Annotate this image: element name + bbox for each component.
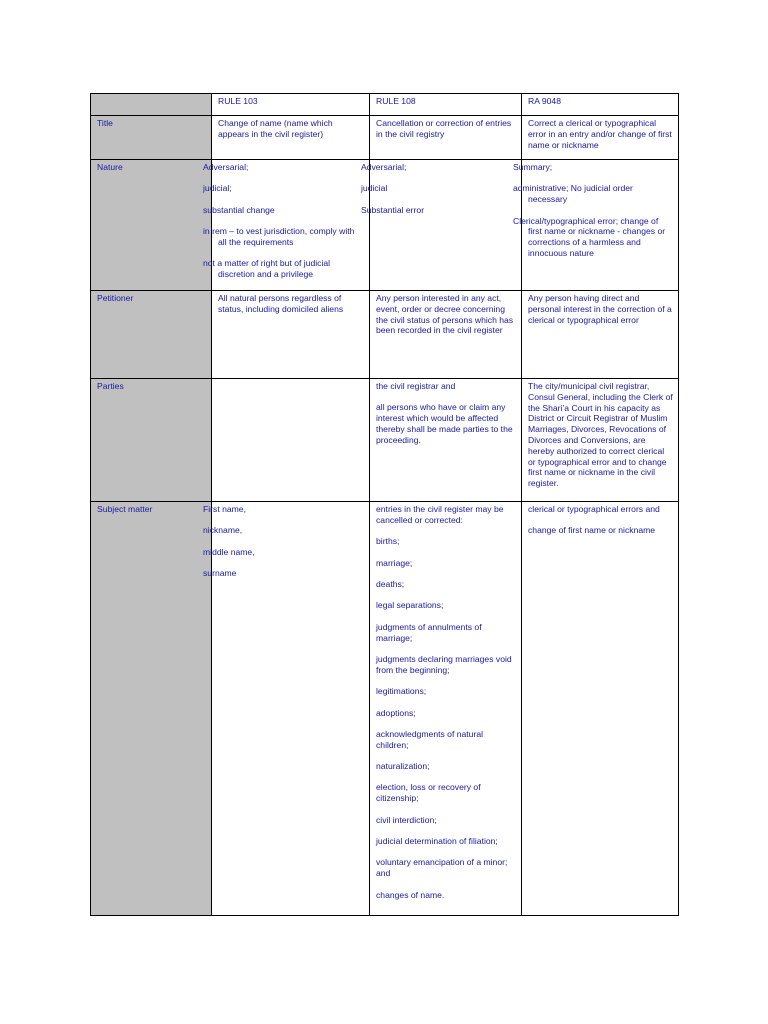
header-label: RULE 108 bbox=[376, 96, 416, 106]
cell-paragraph: Adversarial; bbox=[203, 162, 249, 172]
cell-paragraph: births; bbox=[376, 536, 400, 547]
cell-paragraph: First name, bbox=[203, 504, 246, 514]
cell-paragraph: legitimations; bbox=[376, 686, 427, 697]
cell-paragraph: Any person interested in any act, event, order or decree concerning the civil status of persons which has been recorded in the civil register bbox=[376, 293, 514, 336]
row-label: Subject matter bbox=[91, 502, 212, 916]
cell-petitioner-rule103 bbox=[212, 291, 370, 379]
row-label: Nature bbox=[91, 160, 212, 291]
cell-paragraph: legal separations; bbox=[376, 600, 444, 611]
cell-title-rule103 bbox=[212, 116, 370, 160]
cell-nature-rule103 bbox=[203, 160, 370, 291]
header-rule-108 bbox=[370, 94, 522, 116]
cell-subject-rule103 bbox=[203, 502, 370, 916]
header-rule-103 bbox=[212, 94, 370, 116]
cell-paragraph: changes of name. bbox=[376, 889, 445, 900]
row-title bbox=[91, 116, 679, 160]
cell-paragraph: deaths; bbox=[376, 578, 405, 589]
cell-paragraph: Substantial error bbox=[361, 204, 425, 215]
cell-paragraph: substantial change bbox=[203, 204, 275, 215]
cell-paragraph: judicial bbox=[361, 183, 388, 194]
cell-paragraph: clerical or typographical errors and bbox=[528, 504, 660, 514]
cell-parties-rule108 bbox=[370, 379, 522, 502]
row-nature bbox=[91, 160, 679, 291]
cell-paragraph: marriage; bbox=[376, 557, 413, 568]
cell-paragraph: judgments of annulments of marriage; bbox=[376, 621, 482, 643]
cell-paragraph: Correct a clerical or typographical error in an entry and/or change of first name or nickname bbox=[528, 118, 672, 150]
cell-paragraph: acknowledgments of natural children; bbox=[376, 728, 484, 750]
cell-paragraph: change of first name or nickname bbox=[528, 525, 656, 536]
cell-paragraph: not a matter of right but of judicial discretion and a privilege bbox=[203, 258, 331, 280]
cell-paragraph: Clerical/typographical error; change of first name or nickname - changes or corrections of a harmless and innocuous nature bbox=[513, 215, 666, 258]
row-label: Title bbox=[91, 116, 212, 160]
cell-paragraph: entries in the civil register may be cancelled or corrected: bbox=[376, 504, 504, 525]
cell-nature-ra9048 bbox=[513, 160, 679, 291]
cell-paragraph: naturalization; bbox=[376, 761, 430, 772]
cell-paragraph: All natural persons regardless of status, including domiciled aliens bbox=[218, 293, 344, 314]
cell-petitioner-ra9048 bbox=[522, 291, 679, 379]
cell-paragraph: judgments declaring marriages void from the beginning; bbox=[376, 653, 512, 675]
cell-nature-rule108 bbox=[361, 160, 522, 291]
cell-paragraph: Any person having direct and personal interest in the correction of a clerical or typographical error bbox=[528, 293, 672, 325]
cell-paragraph: all persons who have or claim any interest which would be affected thereby shall be made parties to the proceeding. bbox=[376, 402, 513, 445]
cell-title-ra9048 bbox=[522, 116, 679, 160]
comparison-table bbox=[90, 93, 679, 916]
cell-paragraph: judicial; bbox=[203, 183, 232, 194]
row-label: Petitioner bbox=[91, 291, 212, 379]
cell-paragraph: surname bbox=[203, 568, 237, 579]
row-parties bbox=[91, 379, 679, 502]
cell-petitioner-rule108 bbox=[370, 291, 522, 379]
cell-subject-rule108 bbox=[370, 502, 522, 916]
cell-paragraph: Summary; bbox=[513, 162, 553, 172]
header-label: RA 9048 bbox=[528, 96, 561, 106]
cell-paragraph: The city/municipal civil registrar, Consul General, including the Clerk of the Shari’a Court in his capacity as District or Circuit Registrar of Muslim Marriages, Divorces, Revocations of Divorces and Conversions, are hereby authorized to correct clerical or typographical error and to change first name or nickname in the civil register. bbox=[528, 381, 673, 489]
row-label: Parties bbox=[91, 379, 212, 502]
cell-paragraph: Adversarial; bbox=[361, 162, 407, 172]
row-petitioner bbox=[91, 291, 679, 379]
cell-subject-ra9048 bbox=[522, 502, 679, 916]
header-label: RULE 103 bbox=[218, 96, 258, 106]
cell-title-rule108 bbox=[370, 116, 522, 160]
cell-parties-rule103 bbox=[212, 379, 370, 502]
cell-paragraph: judicial determination of filiation; bbox=[376, 836, 498, 847]
header-ra-9048 bbox=[522, 94, 679, 116]
cell-paragraph: civil interdiction; bbox=[376, 814, 437, 825]
cell-paragraph: adoptions; bbox=[376, 707, 416, 718]
row-subject-matter bbox=[91, 502, 679, 916]
cell-paragraph: in rem – to vest jurisdiction, comply with all the requirements bbox=[203, 226, 355, 247]
cell-paragraph: nickname, bbox=[203, 525, 243, 536]
cell-paragraph: Change of name (name which appears in the civil register) bbox=[218, 118, 333, 139]
cell-parties-ra9048 bbox=[522, 379, 679, 502]
cell-paragraph: voluntary emancipation of a minor; and bbox=[376, 857, 508, 879]
header-row bbox=[91, 94, 679, 116]
header-corner-cell bbox=[91, 94, 212, 116]
cell-paragraph: the civil registrar and bbox=[376, 381, 456, 391]
cell-paragraph: administrative; No judicial order necessary bbox=[513, 183, 633, 205]
cell-paragraph: Cancellation or correction of entries in the civil registry bbox=[376, 118, 512, 139]
cell-paragraph: middle name, bbox=[203, 546, 255, 557]
cell-paragraph: election, loss or recovery of citizenship; bbox=[376, 782, 481, 804]
